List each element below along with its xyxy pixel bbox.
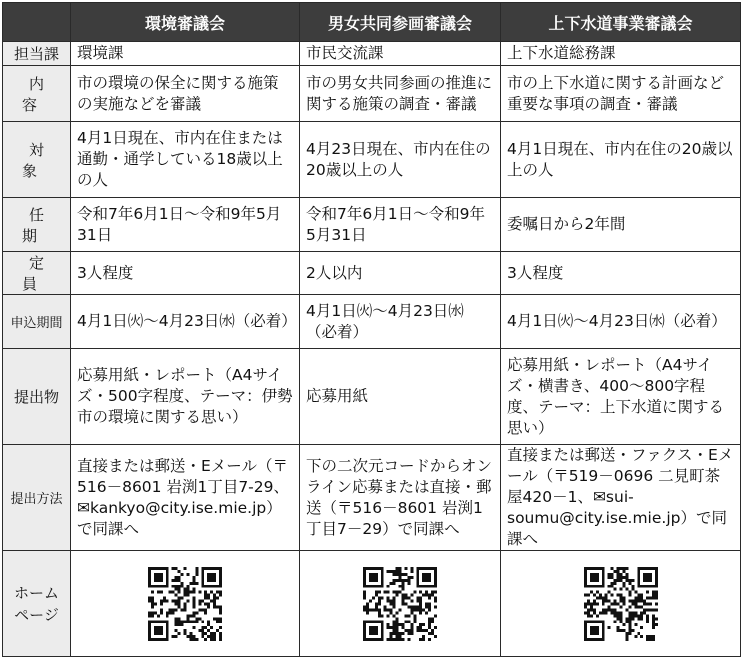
table-row [3,349,741,445]
row-label-eligibility: 対象 [3,122,71,198]
table-cell: 令和7年6月1日～令和9年5月31日 [71,198,300,252]
header-environment-council: 環境審議会 [71,3,300,42]
table-cell: 市民交流課 [300,42,501,66]
table-cell: 上下水道総務課 [501,42,741,66]
table-cell: 4月1日現在、市内在住の20歳以上の人 [501,122,741,198]
table-cell: 委嘱日から2年間 [501,198,741,252]
row-label-department: 担当課 [3,42,71,66]
table-row [3,66,741,122]
table-cell: 3人程度 [501,252,741,295]
table-cell: 直接または郵送・ファクス・Eメール（〒519－0696 二見町茶屋420－1、✉sui-soumu@city.ise.mie.jp）で同課へ [501,445,741,551]
table-row [3,198,741,252]
row-label-submission-method: 提出方法 [3,445,71,551]
table-cell: 3人程度 [71,252,300,295]
table-cell: 応募用紙・レポート（A4サイズ・横書き、400～800字程度、テーマ：上下水道に関する思い） [501,349,741,445]
qr-code-icon[interactable] [584,567,658,641]
table-cell: 4月1日㈫～4月23日㈬（必着） [501,295,741,349]
table-cell: 応募用紙 [300,349,501,445]
council-recruitment-table [2,2,741,657]
table-cell: 応募用紙・レポート（A4サイズ・500字程度、テーマ：伊勢市の環境に関する思い） [71,349,300,445]
row-label-submissions: 提出物 [3,349,71,445]
qr-code-icon[interactable] [363,567,437,641]
header-row [3,3,741,42]
row-label-application-period: 申込期間 [3,295,71,349]
table-cell: 市の環境の保全に関する施策の実施などを審議 [71,66,300,122]
corner-cell [3,3,71,42]
table-cell: 令和7年6月1日～令和9年5月31日 [300,198,501,252]
row-label-content: 内容 [3,66,71,122]
table-cell: 2人以内 [300,252,501,295]
table-row [3,295,741,349]
table-cell: 4月1日現在、市内在住または通勤・通学している18歳以上の人 [71,122,300,198]
row-label-capacity: 定員 [3,252,71,295]
header-gender-equality-council: 男女共同参画審議会 [300,3,501,42]
table-row [3,445,741,551]
table-cell: 直接または郵送・Eメール（〒516－8601 岩渕1丁目7-29、✉kankyo@city.ise.mie.jp）で同課へ [71,445,300,551]
table-row [3,252,741,295]
table-row [3,122,741,198]
homepage-label: ホームページ [13,583,59,624]
table-row [3,42,741,66]
table-cell: 市の上下水道に関する計画など重要な事項の調査・審議 [501,66,741,122]
table-cell: 環境課 [71,42,300,66]
header-water-sewer-council: 上下水道事業審議会 [501,3,741,42]
table-cell: 下の二次元コードからオンライン応募または直接・郵送（〒516－8601 岩渕1丁目7－29）で同課へ [300,445,501,551]
table-cell: 4月1日㈫～4月23日㈬（必着） [300,295,501,349]
row-label-term: 任期 [3,198,71,252]
qr-code-icon[interactable] [148,567,222,641]
table-cell: 4月1日㈫～4月23日㈬（必着） [71,295,300,349]
table-cell: 4月23日現在、市内在住の20歳以上の人 [300,122,501,198]
table-cell: 市の男女共同参画の推進に関する施策の調査・審議 [300,66,501,122]
